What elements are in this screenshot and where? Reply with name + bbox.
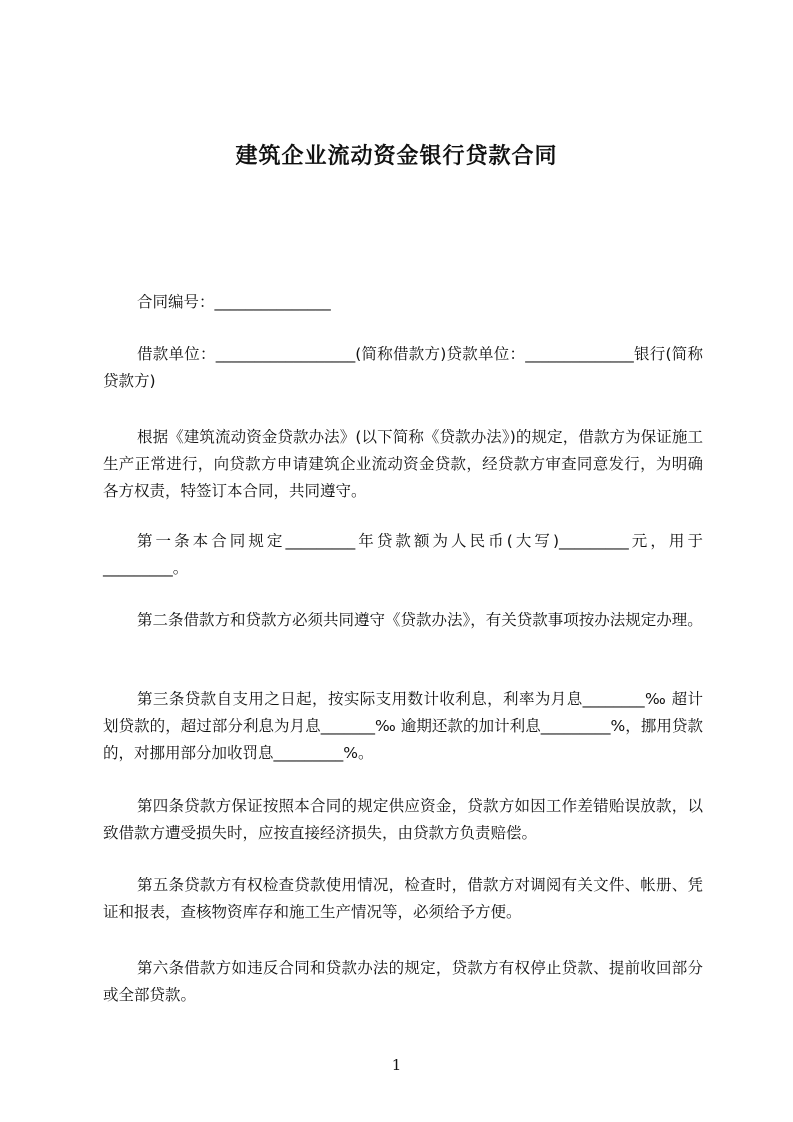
article-4: 第四条贷款方保证按照本合同的规定供应资金，贷款方如因工作差错贻误放款，以致借款方遭受损失时，应按直接经济损失，由贷款方负责赔偿。 — [103, 797, 703, 842]
preamble-paragraph: 根据《建筑流动资金贷款办法》(以下简称《贷款办法》)的规定，借款方为保证施工生产正常进行，向贷款方申请建筑企业流动资金贷款，经贷款方审查同意发行，为明确各方权责，特签订本合同，共同遵守。 — [103, 428, 703, 500]
article-3: 第三条贷款自支用之日起，按实际支用数计收利息，利率为月息________‰ 超计划贷款的，超过部分利息为月息_______‰ 逾期还款的加计利息_________%，挪用贷款的，对挪用部分加收罚息_________%。 — [103, 690, 703, 762]
article-2: 第二条借款方和贷款方必须共同遵守《贷款办法》，有关贷款事项按办法规定办理。 — [137, 611, 703, 629]
page-number: 1 — [391, 1056, 402, 1074]
document-title: 建筑企业流动资金银行贷款合同 — [235, 144, 558, 169]
article-5: 第五条贷款方有权检查贷款使用情况，检查时，借款方对调阅有关文件、帐册、凭证和报表，查核物资库存和施工生产情况等，必须给予方便。 — [103, 876, 703, 921]
article-6: 第六条借款方如违反合同和贷款办法的规定，贷款方有权停止贷款、提前收回部分或全部贷款。 — [103, 959, 703, 1004]
article-1: 第一条本合同规定_________年贷款额为人民币(大写)_________元，用于_________。 — [103, 532, 703, 577]
parties-line: 借款单位：__________________(简称借款方)贷款单位：______________银行(简称贷款方) — [103, 345, 703, 390]
contract-number-line: 合同编号：_______________ — [137, 293, 331, 311]
